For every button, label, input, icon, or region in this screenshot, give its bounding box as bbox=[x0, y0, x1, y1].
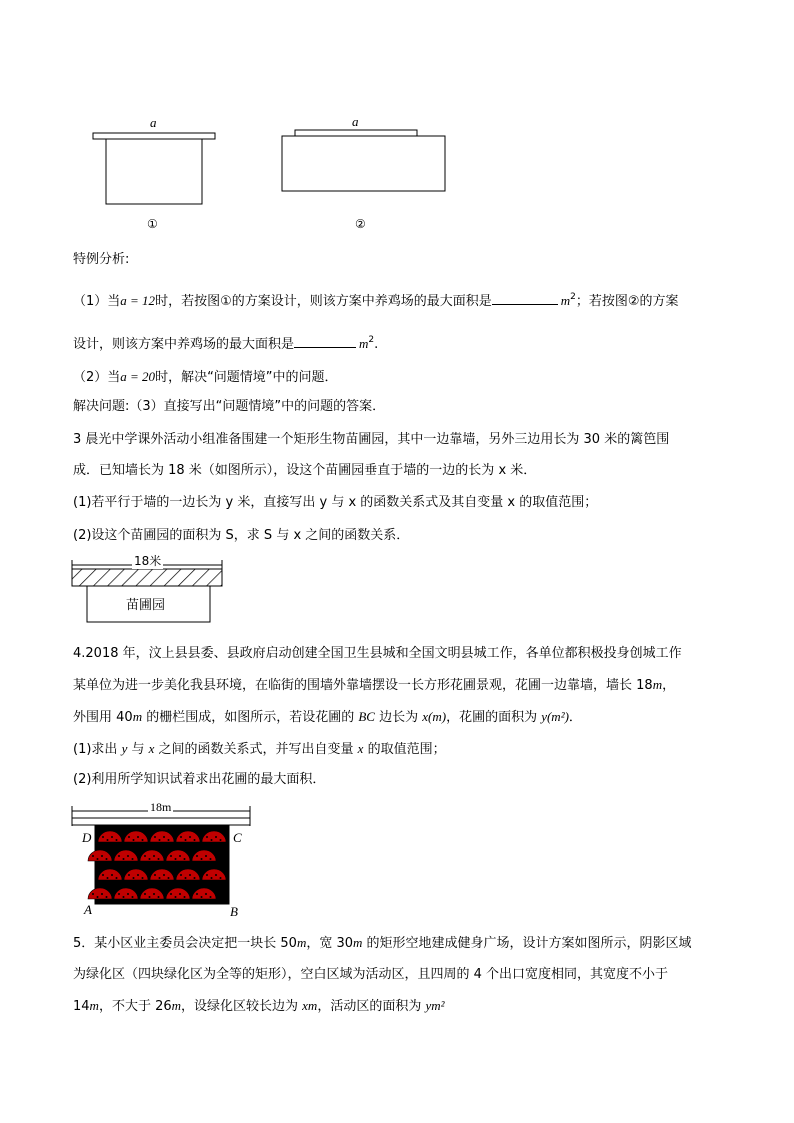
flower-dot bbox=[127, 855, 129, 857]
flower-dot bbox=[92, 855, 94, 857]
flower-dot bbox=[144, 855, 146, 857]
flower-dot bbox=[205, 855, 207, 857]
flower-dot bbox=[189, 836, 191, 838]
fig1-caption: ① bbox=[147, 217, 158, 231]
flower-dot bbox=[175, 896, 177, 898]
flower-dot bbox=[116, 877, 118, 879]
flower-dot bbox=[159, 877, 161, 879]
problem4-wall-label bbox=[148, 799, 173, 815]
flower-dot bbox=[185, 839, 187, 841]
flower-dot bbox=[163, 874, 165, 876]
p5-l1-b: m bbox=[296, 935, 307, 950]
p5-l3-f: xm bbox=[302, 998, 318, 1013]
p4-l3-a: 外围用 40 bbox=[73, 710, 133, 725]
flower-dot bbox=[220, 877, 222, 879]
p5-l3-g: ，活动区的面积为 bbox=[317, 999, 426, 1014]
q1-line2-unit-exp: 2 bbox=[368, 335, 375, 345]
flower-dot bbox=[154, 836, 156, 838]
problem3-garden-label: 苗圃园 bbox=[126, 598, 166, 613]
problem3-line2: 成．已知墙长为 18 米（如图所示），设这个苗圃园垂直于墙的一边的长为 x 米． bbox=[73, 463, 537, 478]
p4-s1-g: 的取值范围； bbox=[363, 742, 446, 757]
flower-dot bbox=[215, 836, 217, 838]
solve-problem-line: 解决问题:（3）直接写出“问题情境”中的问题的答案． bbox=[73, 399, 386, 414]
p4-s1-d: x bbox=[148, 741, 155, 756]
fig2-side-label: a bbox=[352, 114, 359, 129]
flower-dot bbox=[201, 858, 203, 860]
flower-dot bbox=[153, 893, 155, 895]
p4-l3-d: BC bbox=[358, 709, 375, 724]
p4-l3-i: ． bbox=[568, 710, 582, 725]
flower-dot bbox=[215, 874, 217, 876]
problem5-line3 bbox=[73, 997, 445, 1016]
p5-l1-e: 的矩形空地建成健身广场，设计方案如图所示，阴影区域 bbox=[362, 936, 692, 951]
corner-b: B bbox=[230, 904, 238, 919]
flower-dot bbox=[127, 893, 129, 895]
flower-dot bbox=[118, 855, 120, 857]
q1-line2-end: . bbox=[374, 337, 379, 352]
p5-l3-c: ，不大于 26 bbox=[98, 999, 172, 1014]
flower-dot bbox=[170, 893, 172, 895]
flower-dot bbox=[149, 858, 151, 860]
flower-dot bbox=[123, 858, 125, 860]
flower-dot bbox=[158, 858, 160, 860]
special-case-heading: 特例分析: bbox=[73, 252, 130, 267]
flower-dot bbox=[158, 896, 160, 898]
flower-dot bbox=[205, 893, 207, 895]
flower-dot bbox=[149, 896, 151, 898]
flower-dot bbox=[184, 858, 186, 860]
flower-dot bbox=[132, 858, 134, 860]
p5-l1-a: 5．某小区业主委员会决定把一块长 50 bbox=[73, 936, 297, 951]
p4-s1-a: (1)求出 bbox=[73, 742, 122, 757]
flower-dot bbox=[142, 877, 144, 879]
problem3-sub1: (1)若平行于墙的一边长为 y 米，直接写出 y 与 x 的函数关系式及其自变量 x 的取值范围； bbox=[73, 495, 598, 510]
p5-l3-b: m bbox=[89, 998, 99, 1013]
flower-dot bbox=[196, 893, 198, 895]
flower-dot bbox=[137, 874, 139, 876]
flower-dot bbox=[132, 896, 134, 898]
q1-mid: 时，若按图①的方案设计，则该方案中养鸡场的最大面积是 bbox=[155, 294, 492, 309]
flower-dot bbox=[102, 874, 104, 876]
fig2-caption: ② bbox=[355, 217, 366, 231]
flower-dot bbox=[107, 839, 109, 841]
problem5-line2: 为绿化区（四块绿化区为全等的矩形），空白区域为活动区，且四周的 4 个出口宽度相同，其宽度不小于 bbox=[73, 967, 669, 982]
flower-dot bbox=[97, 896, 99, 898]
flower-dot bbox=[210, 858, 212, 860]
flower-dot bbox=[168, 839, 170, 841]
flower-dot bbox=[194, 839, 196, 841]
problem3-line1: 3 晨光中学课外活动小组准备围建一个矩形生物苗圃园，其中一边靠墙，另外三边用长为 30 米的篱笆围 bbox=[73, 432, 670, 447]
flower-dot bbox=[153, 855, 155, 857]
flower-dot bbox=[180, 836, 182, 838]
flower-dot bbox=[168, 877, 170, 879]
flower-dot bbox=[133, 877, 135, 879]
flower-dot bbox=[116, 839, 118, 841]
flower-dot bbox=[123, 896, 125, 898]
p4-l3-f: x(m) bbox=[422, 709, 447, 724]
p5-l1-d: m bbox=[353, 935, 363, 950]
q1-condition: a = 12 bbox=[120, 293, 156, 308]
q2-prefix: （2）当 bbox=[73, 370, 121, 385]
problem4-line1: 4.2018 年，汶上县县委、县政府启动创建全国卫生县城和全国文明县城工作，各单位都积极投身创城工作 bbox=[73, 646, 682, 661]
flower-dot bbox=[111, 874, 113, 876]
problem4-wall bbox=[72, 818, 250, 825]
flower-dot bbox=[128, 874, 130, 876]
flower-dot bbox=[101, 893, 103, 895]
q1-unit: m bbox=[560, 293, 571, 308]
flower-dot bbox=[101, 855, 103, 857]
p4-s1-b: y bbox=[121, 741, 128, 756]
flower-dot bbox=[201, 896, 203, 898]
flower-dot bbox=[179, 855, 181, 857]
flower-dot bbox=[102, 836, 104, 838]
flower-dot bbox=[211, 877, 213, 879]
p4-line2-text: 某单位为进一步美化我县环境，在临街的围墙外靠墙摆设一长方形花圃景观，花圃一边靠墙，墙长 18 bbox=[73, 678, 653, 693]
flower-dot bbox=[154, 874, 156, 876]
q1-line2-text: 设计，则该方案中养鸡场的最大面积是 bbox=[73, 337, 295, 352]
flower-dot bbox=[211, 839, 213, 841]
problem5-line1 bbox=[73, 934, 692, 953]
p4-line2-end: ， bbox=[662, 678, 676, 693]
fig1-side-label: a bbox=[150, 115, 157, 130]
flower-dot bbox=[185, 877, 187, 879]
flower-dot bbox=[194, 877, 196, 879]
q1-unit-exp: 2 bbox=[570, 292, 576, 302]
p4-s1-c: 与 bbox=[127, 742, 149, 757]
flower-dot bbox=[180, 874, 182, 876]
p4-l3-b: m bbox=[132, 709, 143, 724]
flower-dot bbox=[184, 896, 186, 898]
p5-l3-a: 14 bbox=[73, 999, 90, 1014]
corner-a: A bbox=[84, 902, 92, 917]
flower-dot bbox=[159, 839, 161, 841]
p4-l3-c: 的栅栏围成，如图所示，若设花圃的 bbox=[142, 710, 359, 725]
flower-dot bbox=[144, 893, 146, 895]
flower-dot bbox=[106, 896, 108, 898]
p4-s1-e: 之间的函数关系式，并写出自变量 bbox=[154, 742, 358, 757]
flower-dot bbox=[92, 893, 94, 895]
p4-l3-g: ，花圃的面积为 bbox=[446, 710, 542, 725]
flower-dot bbox=[163, 836, 165, 838]
flower-dot bbox=[142, 839, 144, 841]
flower-dot bbox=[106, 858, 108, 860]
corner-d: D bbox=[82, 830, 92, 845]
flower-dot bbox=[170, 855, 172, 857]
p5-l3-h: ym² bbox=[425, 998, 445, 1013]
q2-text: 时，解决“问题情境”中的问题． bbox=[155, 370, 338, 385]
p4-line2-unit: m bbox=[652, 677, 663, 692]
flower-dot bbox=[206, 836, 208, 838]
q1-prefix: （1）当 bbox=[73, 294, 121, 309]
flower-dot bbox=[206, 874, 208, 876]
flower-dot bbox=[210, 896, 212, 898]
flower-dot bbox=[179, 893, 181, 895]
problem3-sub2: (2)设这个苗圃园的面积为 S，求 S 与 x 之间的函数关系． bbox=[73, 528, 410, 543]
flower-dot bbox=[97, 858, 99, 860]
flower-dot bbox=[196, 855, 198, 857]
q2-condition: a = 20 bbox=[120, 369, 156, 384]
flower-dot bbox=[107, 877, 109, 879]
q1-tail: ；若按图②的方案 bbox=[575, 294, 679, 309]
problem4-sub2: (2)利用所学知识试着求出花圃的最大面积． bbox=[73, 772, 326, 787]
flower-dot bbox=[118, 893, 120, 895]
flower-dot bbox=[175, 858, 177, 860]
flower-dot bbox=[137, 836, 139, 838]
p5-l1-c: ，宽 30 bbox=[306, 936, 354, 951]
p4-l3-h: y(m²) bbox=[541, 709, 569, 724]
flower-dot bbox=[128, 836, 130, 838]
problem3-wall-label: 18米 bbox=[134, 554, 162, 568]
flower-dot bbox=[111, 836, 113, 838]
flower-dot bbox=[133, 839, 135, 841]
q1-line2-unit: m bbox=[359, 336, 369, 351]
p5-l3-e: ，设绿化区较长边为 bbox=[181, 999, 303, 1014]
p4-wall-label-text: 18m bbox=[150, 800, 172, 814]
corner-c: C bbox=[233, 830, 242, 845]
p5-l3-d: m bbox=[171, 998, 182, 1013]
p4-l3-e: 边长为 bbox=[374, 710, 423, 725]
flower-dot bbox=[220, 839, 222, 841]
flower-dot bbox=[189, 874, 191, 876]
p4-s1-f: x bbox=[357, 741, 364, 756]
